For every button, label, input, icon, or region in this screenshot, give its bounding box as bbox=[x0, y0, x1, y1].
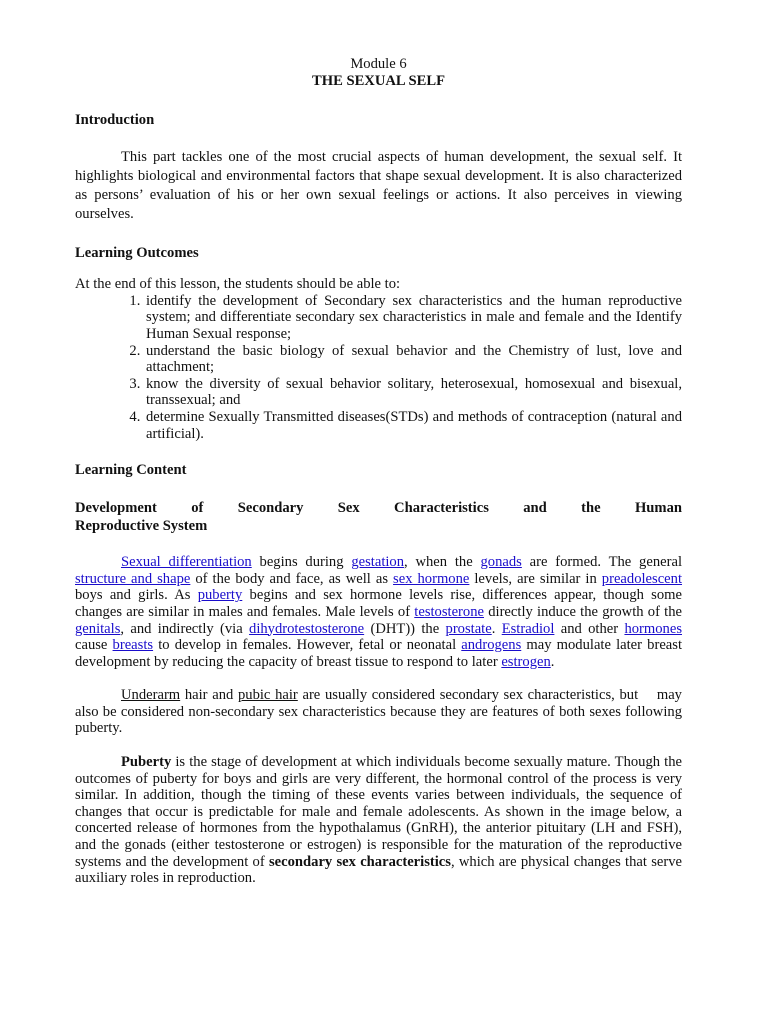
list-item: 4. determine Sexually Transmitted diseases(STDs) and methods of contraception (natural and artificial). bbox=[144, 409, 682, 442]
content-paragraph-1: Sexual differentiation begins during gestation, when the gonads are formed. The general structure and shape of the body and face, as well as sex hormone levels, are similar in preadolescent boys and girls. As puberty begins and sex hormone levels rise, differences appear, though some changes are similar in males and females. Male levels of testosterone directly induce the growth of the genitals, and indirectly (via dihydrotestosterone (DHT)) the prostate. Estradiol and other hormones cause breasts to develop in females. However, fetal or neonatal androgens may modulate later breast development by reducing the capacity of breast tissue to respond to later estrogen. bbox=[75, 554, 683, 670]
link-sex-hormone[interactable]: sex hormone bbox=[393, 570, 470, 587]
list-item: 1. identify the development of Secondary sex characteristics and the human reproductive system; and differentiate secondary sex characteristics in male and female and the Identify Human Sexual response; bbox=[144, 293, 682, 343]
link-estrogen[interactable]: estrogen bbox=[501, 653, 551, 670]
subheading-line-1: Development of Secondary Sex Characteristics and the Human bbox=[75, 500, 682, 517]
content-paragraph-3: Puberty is the stage of development at which individuals become sexually mature. Though the outcomes of puberty for boys and girls are very different, the hormonal control of the process is very similar. In addition, though the timing of these events varies between individuals, the sequence of changes that occur is predictable for male and female adolescents. As shown in the image below, a concerted release of hormones from the hypothalamus (GnRH), the anterior pituitary (LH and FSH), and the gonads (either testosterone or estrogen) is responsible for the maturation of the reproductive systems and the development of secondary sex characteristics, which are physical changes that serve auxiliary roles in reproduction. bbox=[75, 754, 682, 887]
link-testosterone[interactable]: testosterone bbox=[414, 603, 484, 620]
link-hormones[interactable]: hormones bbox=[624, 620, 682, 637]
subheading-line-2: Reproductive System bbox=[75, 518, 208, 535]
module-label: Module 6 bbox=[350, 56, 407, 72]
learning-content-heading: Learning Content bbox=[75, 462, 187, 479]
link-structure-and-shape[interactable]: structure and shape bbox=[75, 570, 191, 587]
list-item: 3. know the diversity of sexual behavior solitary, heterosexual, homosexual and bisexual, transsexual; and bbox=[144, 376, 682, 409]
link-genitals[interactable]: genitals bbox=[75, 620, 121, 637]
link-gonads[interactable]: gonads bbox=[480, 554, 522, 571]
outcomes-list bbox=[75, 293, 682, 442]
link-preadolescent[interactable]: preadolescent bbox=[601, 570, 683, 587]
introduction-heading: Introduction bbox=[75, 112, 155, 129]
document-page bbox=[75, 56, 686, 887]
list-item: 2. understand the basic biology of sexual behavior and the Chemistry of lust, love and attachment; bbox=[144, 343, 682, 376]
content-paragraph-2: Underarm hair and pubic hair are usually considered secondary sex characteristics, but may also be considered non-secondary sex characteristics because they are features of both sexes following puberty. bbox=[75, 687, 686, 737]
link-sexual-differentiation[interactable]: Sexual differentiation bbox=[121, 554, 252, 571]
link-gestation[interactable]: gestation bbox=[351, 554, 405, 571]
page-title: THE SEXUAL SELF bbox=[311, 72, 445, 89]
link-prostate[interactable]: prostate bbox=[445, 620, 492, 637]
outcomes-lead: At the end of this lesson, the students should be able to: bbox=[75, 276, 401, 293]
link-estradiol[interactable]: Estradiol bbox=[501, 620, 555, 637]
outcomes-heading: Learning Outcomes bbox=[75, 245, 199, 262]
link-androgens[interactable]: androgens bbox=[461, 637, 522, 654]
link-dihydrotestosterone[interactable]: dihydrotestosterone bbox=[249, 620, 365, 637]
introduction-paragraph: This part tackles one of the most crucial aspects of human development, the sexual self. It highlights biological and environmental factors that shape sexual development. It is also characterized as persons’ evaluation of his or her own sexual feelings or actions. It also perceives in viewing ourselves. bbox=[75, 149, 682, 223]
link-breasts[interactable]: breasts bbox=[112, 637, 154, 654]
link-puberty[interactable]: puberty bbox=[197, 587, 243, 604]
section-subheading bbox=[75, 499, 682, 535]
